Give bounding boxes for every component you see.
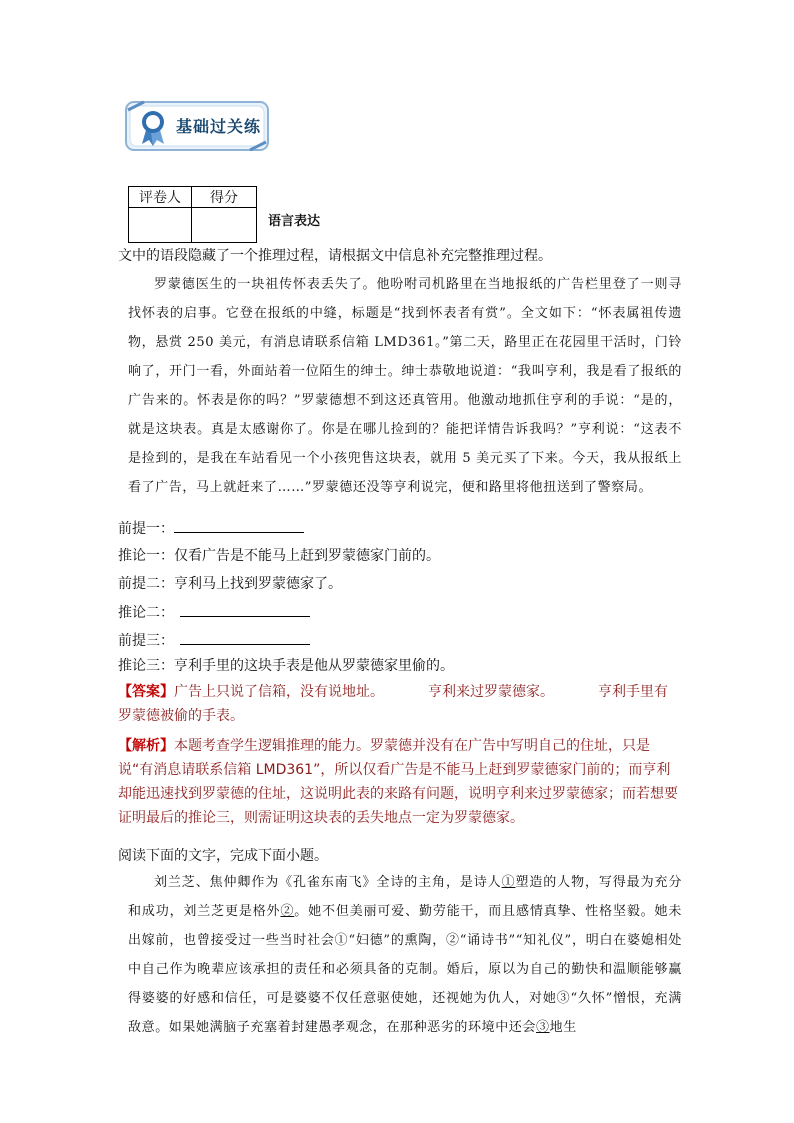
premise-3-label: 前提三： [118, 633, 174, 649]
answer-3: 亨利手里有罗蒙德被偷的手表。 [118, 684, 668, 724]
premise-3 [118, 630, 310, 651]
grader-header: 评卷人 [129, 187, 192, 208]
medal-icon [142, 111, 164, 146]
banner-title: 基础过关练 [176, 117, 262, 136]
answer-1: 广告上只说了信箱，没有说地址。 [174, 684, 384, 700]
blank-1: ① [501, 875, 516, 890]
reading-intro: 阅读下面的文字，完成下面小题。 [118, 848, 328, 864]
answer-block [118, 680, 678, 728]
poem-paragraph [128, 868, 682, 1042]
inference-2 [118, 602, 310, 623]
premise-1-label: 前提一： [118, 521, 174, 537]
inference-2-label: 推论二： [118, 605, 174, 621]
blank-2: ② [280, 904, 295, 919]
poem-passage [128, 868, 682, 1042]
question-intro: 文中的语段隐藏了一个推理过程，请根据文中信息补充完整推理过程。 [118, 248, 552, 264]
score-cell[interactable] [192, 208, 257, 243]
poem-text-3: 。她不但美丽可爱、勤劳能干，而且感情真挚、性格坚毅。她未出嫁前，也曾接受过一些当时社会①“妇德”的熏陶，②“诵诗书”“知礼仪”，明白在婆媳相处中自己作为晚辈应该承担的责任和必须具备的克制。婚后，原以为自己的勤快和温顺能够赢得婆婆的好感和信任，可是婆婆不仅任意驱使她，还视她为仇人，对她③“久怀”憎恨，充满敌意。如果她满脑子充塞着封建愚孝观念，在那种恶劣的环境中还会 [128, 904, 682, 1035]
poem-text-2: 塑造的人物，写得最为充分和成功，刘兰芝更是格外 [128, 875, 682, 919]
score-table [128, 186, 257, 243]
inference-3: 推论三：亨利手里的这块手表是他从罗蒙德家里偷的。 [118, 658, 454, 674]
premise-2: 前提二：亨利马上找到罗蒙德家了。 [118, 576, 342, 592]
premise-3-blank[interactable] [180, 630, 310, 645]
analysis-text: 本题考查学生逻辑推理的能力。罗蒙德并没有在广告中写明自己的住址，只是说“有消息请联系信箱 LMD361”，所以仅看广告是不能马上赶到罗蒙德家门前的；而亨利却能迅速找到罗蒙德的住址，这说明此表的来路有问题，说明亨利来过罗蒙德家；而若想要证明最后的推论三，则需证明这块表的丢失地点一定为罗蒙德家。 [118, 738, 678, 826]
answer-2: 亨利来过罗蒙德家。 [428, 684, 554, 700]
section-label: 语言表达 [268, 214, 321, 229]
poem-text-4: 地生 [549, 1020, 577, 1035]
analysis-block [118, 734, 678, 830]
answer-tag: 【答案】 [118, 684, 174, 700]
inference-1: 推论一：仅看广告是不能马上赶到罗蒙德家门前的。 [118, 548, 440, 564]
blank-3: ③ [536, 1020, 550, 1035]
analysis-tag: 【解析】 [118, 738, 174, 754]
inference-2-blank[interactable] [180, 602, 310, 617]
story-text: 罗蒙德医生的一块祖传怀表丢失了。他吩咐司机路里在当地报纸的广告栏里登了一则寻找怀表的启事。它登在报纸的中缝，标题是“找到怀表者有赏”。全文如下：“怀表属祖传遗物，悬赏 250 美元，有消息请联系信箱 LMD361。”第二天，路里正在花园里干活时，门铃响了，开门一看，外面站着一位陌生的绅士。绅士恭敬地说道：“我叫亨利，我是看了报纸的广告来的。怀表是你的吗？”罗蒙德想不到这还真管用。他激动地抓住亨利的手说：“是的，就是这块表。真是太感谢你了。你是在哪儿捡到的？能把详情告诉我吗？”亨利说：“这表不是捡到的，是我在车站看见一个小孩兜售这块表，就用 5 美元买了下来。今天，我从报纸上看了广告，马上就赶来了……”罗蒙德还没等亨利说完，便和路里将他扭送到了警察局。 [128, 277, 682, 495]
grader-cell[interactable] [129, 208, 192, 243]
score-header: 得分 [192, 187, 257, 208]
story-passage [128, 270, 682, 502]
premise-1-blank[interactable] [174, 518, 304, 533]
premise-1 [118, 518, 304, 539]
poem-text-1: 刘兰芝、焦仲卿作为《孔雀东南飞》全诗的主角，是诗人 [154, 875, 502, 890]
